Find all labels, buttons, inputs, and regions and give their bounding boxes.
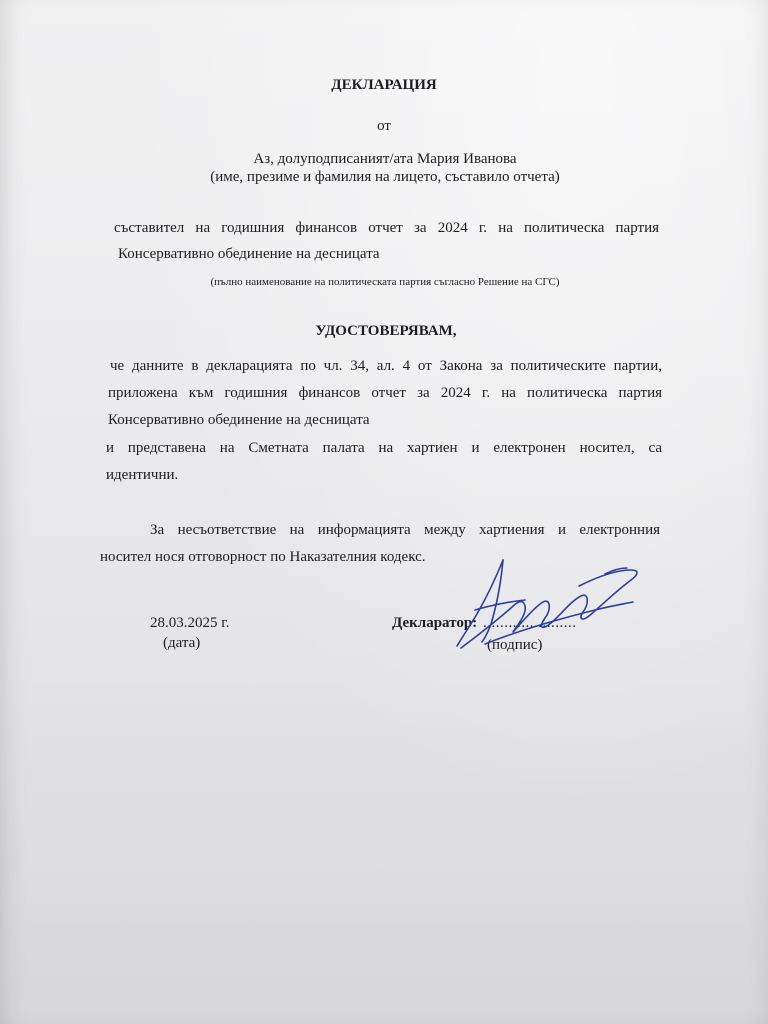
signature-caption: (подпис) — [487, 637, 543, 653]
body-line-1: че данните в декларацията по чл. 34, ал. 4 от Закона за политическите партии, — [110, 358, 662, 374]
declarant-line: Аз, долуподписаният/ата Мария Иванова — [253, 151, 517, 167]
party-caption: (пълно наименование на политическата партия съгласно Решение на СГС) — [210, 276, 560, 288]
body-line-4: и представена на Сметната палата на хартиен и електронен носител, са — [106, 440, 662, 456]
handwritten-signature — [455, 552, 645, 662]
declarant-caption: (име, презиме и фамилия на лицето, съставило отчета) — [210, 169, 560, 185]
body-line-5: идентични. — [106, 467, 179, 483]
compiler-line: съставител на годишния финансов отчет за 2024 г. на политическа партия — [114, 220, 659, 236]
date-caption: (дата) — [163, 635, 201, 651]
signature-strokes — [457, 560, 637, 648]
from-label: от — [377, 118, 391, 134]
document-title: ДЕКЛАРАЦИЯ — [331, 77, 437, 93]
responsibility-line-1: За несъответствие на информацията между хартиения и електронния — [150, 522, 660, 538]
body-line-3: Консервативно обединение на десницата — [108, 412, 370, 428]
declarator-label: Декларатор: — [392, 615, 478, 631]
declarator-dots: ...................... — [483, 615, 577, 631]
responsibility-line-2: носител нося отговорност по Наказателния кодекс. — [100, 549, 426, 565]
body-line-2: приложена към годишния финансов отчет за 2024 г. на политическа партия — [108, 385, 662, 401]
date-value: 28.03.2025 г. — [150, 615, 230, 631]
certify-heading: УДОСТОВЕРЯВАМ, — [315, 323, 457, 339]
party-name: Консервативно обединение на десницата — [118, 246, 380, 262]
